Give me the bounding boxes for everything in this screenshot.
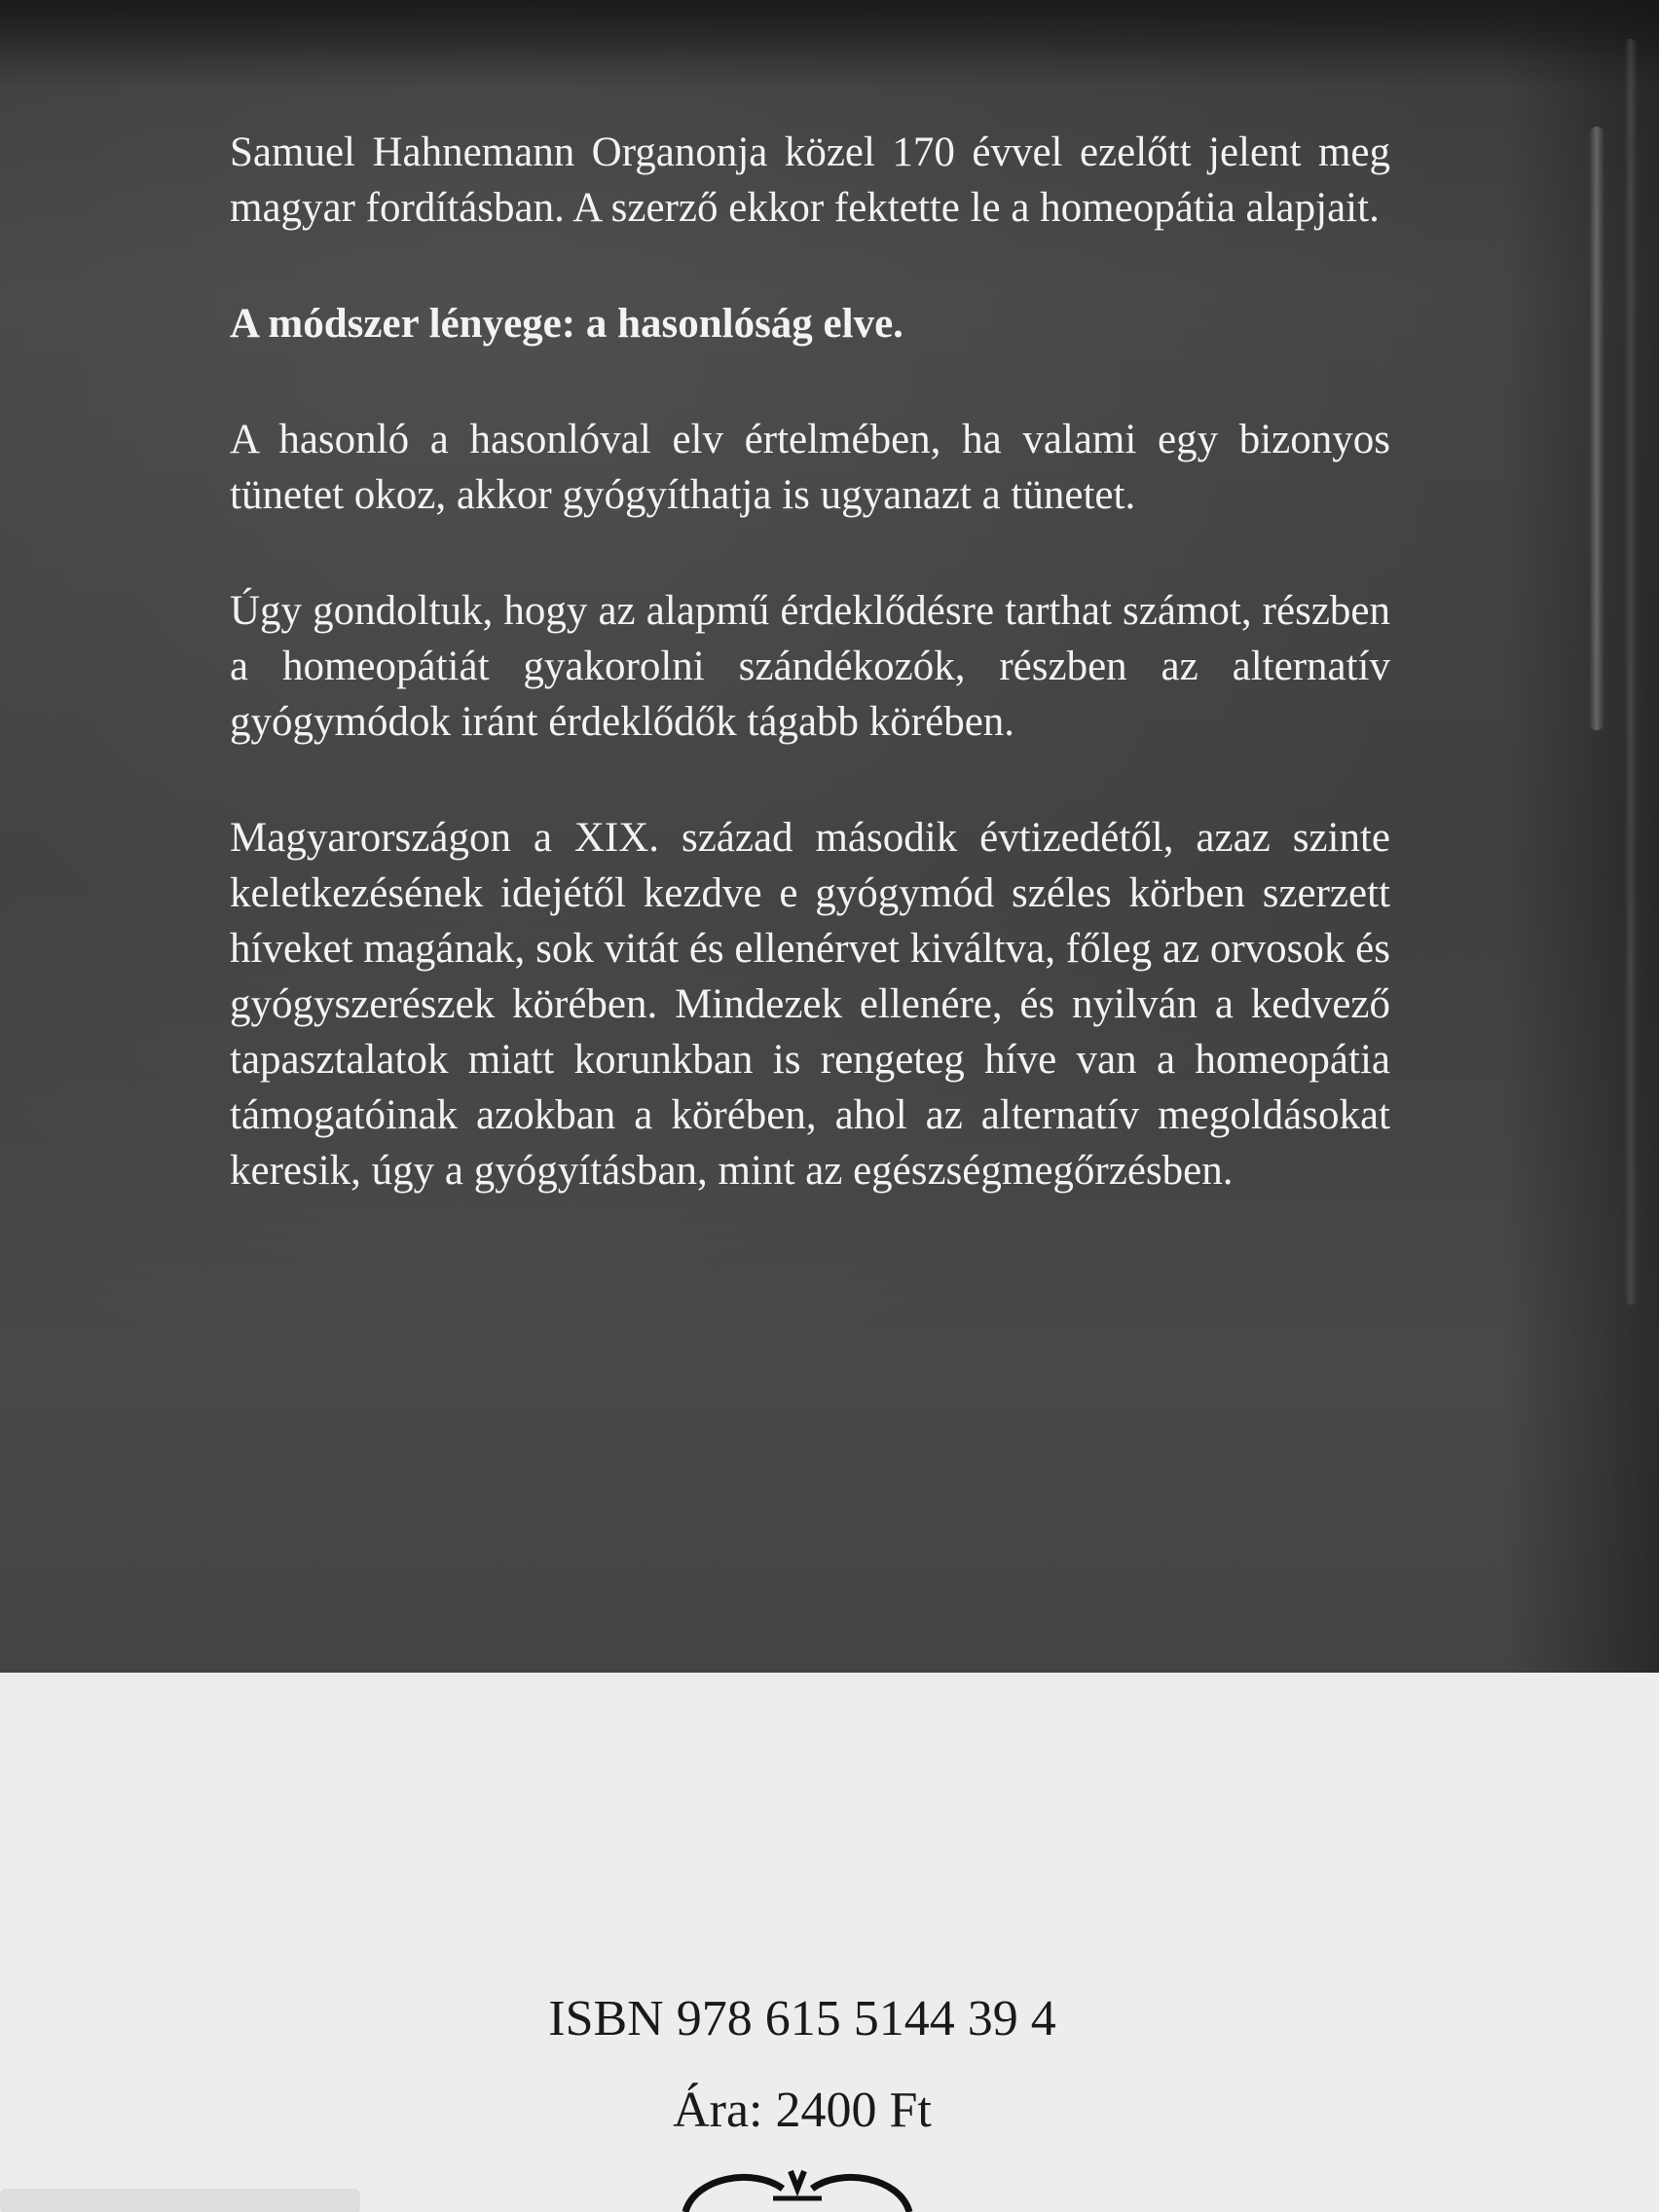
site-watermark xyxy=(0,2181,389,2212)
isbn-number: ISBN 978 615 5144 39 4 xyxy=(548,1991,1056,2046)
blurb-paragraph-intro: Samuel Hahnemann Organonja közel 170 évvel ezelőtt jelent meg magyar fordításban. A szerző ekkor fektette le a homeopátia alapjait. xyxy=(230,129,1390,231)
light-reflection-secondary xyxy=(1624,39,1638,1305)
blurb-paragraph-principle: A hasonló a hasonlóval elv értelmében, ha valami egy bizonyos tünetet okoz, akkor gyógyíthatja is ugyanazt a tünetet. xyxy=(230,417,1390,518)
blurb-text xyxy=(230,125,1390,1259)
blurb-paragraph-audience: Úgy gondoltuk, hogy az alapmű érdeklődésre tarthat számot, részben a homeopátiát gyakorolni szándékozók, részben az alternatív gyógymódok iránt érdeklődők tágabb körében. xyxy=(230,588,1390,745)
blurb-heading: A módszer lényege: a hasonlóság elve. xyxy=(230,301,903,347)
blurb-paragraph-history: Magyarországon a XIX. század második évtizedétől, azaz szinte keletkezésének idejétől kezdve e gyógymód széles körben szerzett híveket magának, sok vitát és ellenérvet kiváltva, főleg az orvosok és gyógyszerészek körében. Mindezek ellenére, és nyilván a kedvező tapasztalatok miatt korunkban is rengeteg híve van a homeopátia támogatóinak azokban a körében, ahol az alternatív megoldásokat keresik, úgy a gyógyításban, mint az egészségmegőrzésben. xyxy=(230,815,1390,1194)
price-label: Ára: 2400 Ft xyxy=(673,2083,932,2138)
publisher-logo-icon xyxy=(666,2159,929,2212)
light-reflection xyxy=(1589,127,1604,730)
